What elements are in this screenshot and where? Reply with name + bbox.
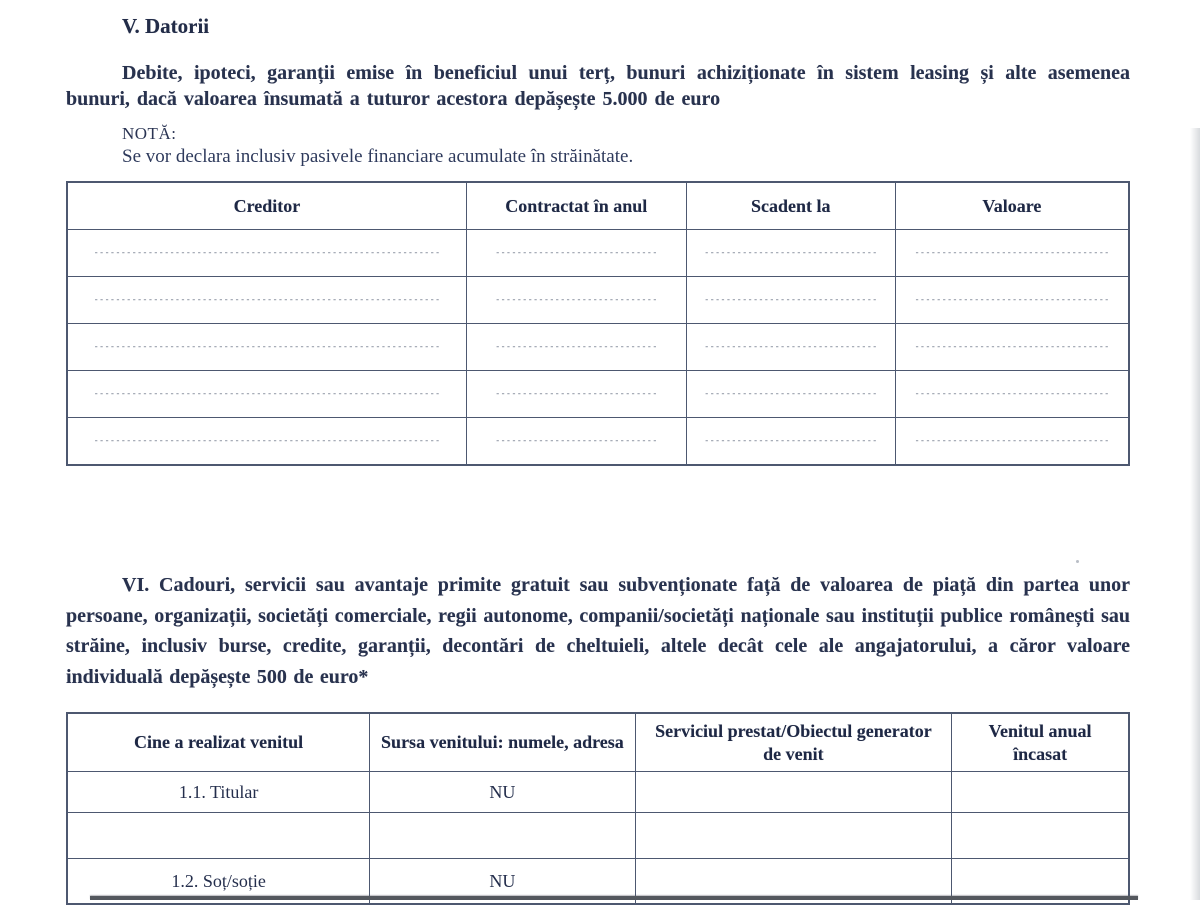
creditor-placeholder: ---------------------------------------------------------------- (67, 277, 466, 324)
gifts-row-empty (67, 813, 1129, 859)
gifts-header-annual-income: Venitul anual încasat (952, 713, 1129, 772)
gifts-who-cell (67, 813, 370, 859)
gifts-table (66, 712, 1130, 905)
contracted-year-placeholder: ------------------------------ (466, 324, 686, 371)
gifts-who-cell: 1.2. Soț/soție (67, 859, 370, 905)
debts-table-row (67, 277, 1129, 324)
gifts-service-cell (635, 772, 951, 813)
gifts-header-who: Cine a realizat venitul (67, 713, 370, 772)
contracted-year-placeholder: ------------------------------ (466, 277, 686, 324)
contracted-year-placeholder: ------------------------------ (466, 418, 686, 466)
creditor-placeholder: ---------------------------------------------------------------- (67, 230, 466, 277)
section-v-note-label: NOTĂ: (122, 124, 177, 143)
value-placeholder: ------------------------------------ (895, 371, 1129, 418)
contracted-year-placeholder: ------------------------------ (466, 230, 686, 277)
section-v-paragraph: Debite, ipoteci, garanții emise în beneficiul unui terț, bunuri achiziționate în sistem leasing și alte asemenea bunuri, dacă valoarea însumată a tuturor acestora depășește 5.000 de euro (66, 62, 1130, 110)
section-v-note-text: Se vor declara inclusiv pasivele financiare acumulate în străinătate. (122, 146, 634, 167)
debts-table-row (67, 230, 1129, 277)
section-vi-paragraph: VI. Cadouri, servicii sau avantaje primite gratuit sau subvenționate față de valoarea de piață din partea unor persoane, organizații, societăți comerciale, regii autonome, companii/societăți naționale sau instituții publice românești sau străine, inclusiv burse, credite, garanții, decontări de cheltuieli, altele decât cele ale angajatorului, a căror valoare individuală depășește 500 de euro* (66, 574, 1130, 688)
due-date-placeholder: -------------------------------- (686, 371, 895, 418)
gifts-income-cell (952, 813, 1129, 859)
due-date-placeholder: -------------------------------- (686, 324, 895, 371)
due-date-placeholder: -------------------------------- (686, 277, 895, 324)
debts-table-header-row (67, 182, 1129, 230)
debts-header-contracted-year: Contractat în anul (466, 182, 686, 230)
gifts-row-titular (67, 772, 1129, 813)
due-date-placeholder: -------------------------------- (686, 418, 895, 466)
value-placeholder: ------------------------------------ (895, 324, 1129, 371)
debts-table-row (67, 324, 1129, 371)
debts-table (66, 181, 1130, 466)
scan-cutoff-bar (90, 896, 1138, 900)
scan-speck (1076, 560, 1079, 563)
contracted-year-placeholder: ------------------------------ (466, 371, 686, 418)
debts-header-value: Valoare (895, 182, 1129, 230)
debts-header-due-date: Scadent la (686, 182, 895, 230)
debts-table-row (67, 371, 1129, 418)
gifts-header-source: Sursa venitului: numele, adresa (370, 713, 636, 772)
value-placeholder: ------------------------------------ (895, 230, 1129, 277)
creditor-placeholder: ---------------------------------------------------------------- (67, 418, 466, 466)
debts-table-row (67, 418, 1129, 466)
section-v-title: V. Datorii (122, 14, 210, 38)
gifts-source-cell: NU (370, 772, 636, 813)
gifts-source-cell (370, 813, 636, 859)
creditor-placeholder: ---------------------------------------------------------------- (67, 324, 466, 371)
gifts-source-cell: NU (370, 859, 636, 905)
gifts-income-cell (952, 772, 1129, 813)
value-placeholder: ------------------------------------ (895, 277, 1129, 324)
gifts-header-service: Serviciul prestat/Obiectul generator de venit (635, 713, 951, 772)
due-date-placeholder: -------------------------------- (686, 230, 895, 277)
creditor-placeholder: ---------------------------------------------------------------- (67, 371, 466, 418)
gifts-who-cell: 1.1. Titular (67, 772, 370, 813)
gifts-table-header-row (67, 713, 1129, 772)
scan-edge-shadow (1190, 128, 1200, 900)
gifts-service-cell (635, 813, 951, 859)
document-page (66, 0, 1130, 900)
debts-header-creditor: Creditor (67, 182, 466, 230)
value-placeholder: ------------------------------------ (895, 418, 1129, 466)
